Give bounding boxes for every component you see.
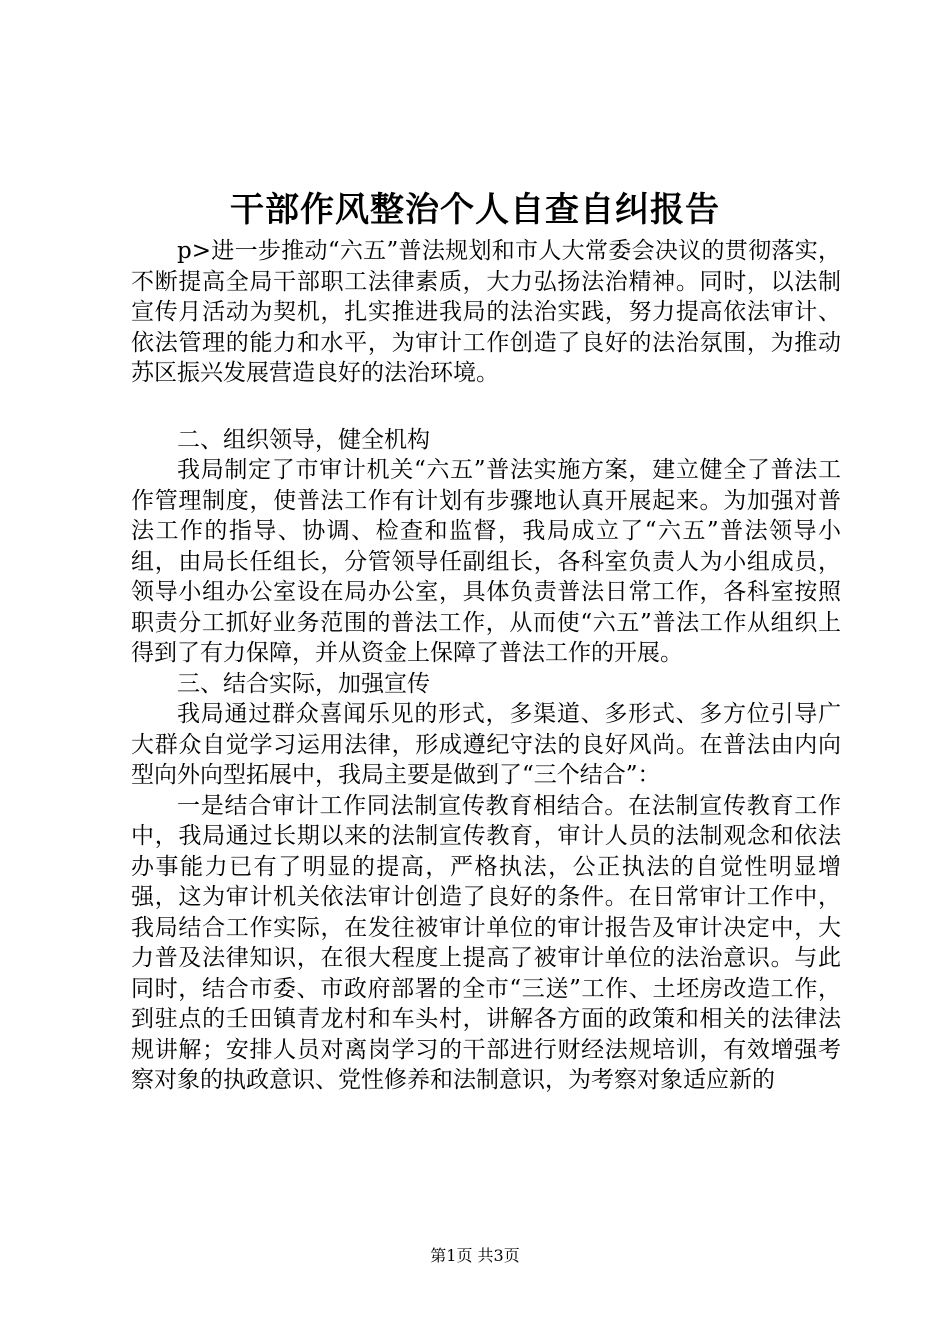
page-number-footer: 第1页 共3页: [430, 1246, 520, 1265]
section-3-paragraph: 我局通过群众喜闻乐见的形式，多渠道、多形式、多方位引导广大群众自觉学习运用法律，形成遵纪守法的良好风尚。在普法由内向型向外向型拓展中，我局主要是做到了“三个结合”：: [131, 701, 841, 788]
paragraph-gap: [131, 389, 841, 425]
section-heading-3: 三、结合实际，加强宣传: [177, 670, 430, 697]
document-title: 干部作风整治个人自查自纠报告: [230, 190, 720, 230]
section-2-paragraph: 我局制定了市审计机关“六五”普法实施方案，建立健全了普法工作管理制度，使普法工作有计划有步骤地认真开展起来。为加强对普法工作的指导、协调、检查和监督，我局成立了“六五”普法领导小组，由局长任组长，分管领导任副组长，各科室负责人为小组成员，领导小组办公室设在局办公室，具体负责普法日常工作，各科室按照职责分工抓好业务范围的普法工作，从而使“六五”普法工作从组织上得到了有力保障，并从资金上保障了普法工作的开展。: [131, 457, 841, 666]
section-3-point-1-paragraph: 一是结合审计工作同法制宣传教育相结合。在法制宣传教育工作中，我局通过长期以来的法制宣传教育，审计人员的法制观念和依法办事能力已有了明显的提高，严格执法，公正执法的自觉性明显增强，这为审计机关依法审计创造了良好的条件。在日常审计工作中，我局结合工作实际，在发往被审计单位的审计报告及审计决定中，大力普及法律知识，在很大程度上提高了被审计单位的法治意识。与此同时，结合市委、市政府部署的全市“三送”工作、土坯房改造工作，到驻点的壬田镇青龙村和车头村，讲解各方面的政策和相关的法律法规讲解；安排人员对离岗学习的干部进行财经法规培训，有效增强考察对象的执政意识、党性修养和法制意识，为考察对象适应新的: [131, 792, 841, 1093]
document-body: [131, 236, 841, 1096]
intro-paragraph: p>进一步推动“六五”普法规划和市人大常委会决议的贯彻落实，不断提高全局干部职工法律素质，大力弘扬法治精神。同时，以法制宣传月活动为契机，扎实推进我局的法治实践，努力提高依法审计、依法管理的能力和水平，为审计工作创造了良好的法治氛围，为推动苏区振兴发展营造良好的法治环境。: [131, 238, 841, 386]
section-heading-2: 二、组织领导，健全机构: [177, 426, 430, 453]
